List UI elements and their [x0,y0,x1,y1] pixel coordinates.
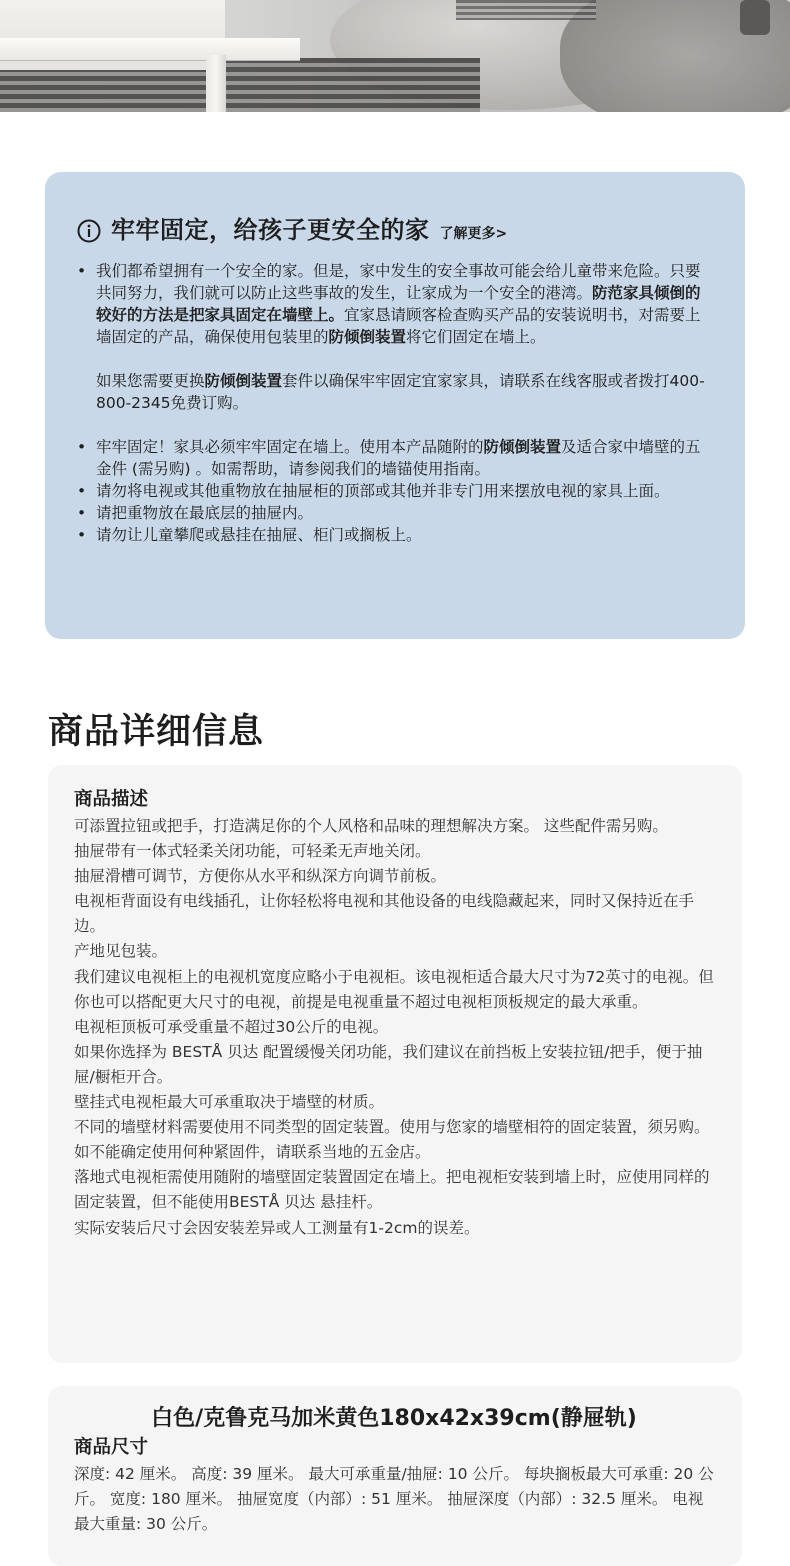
safety-bold-text: 防倾倒装置 [328,328,407,346]
description-line: 抽屉带有一体式轻柔关闭功能，可轻柔无声地关闭。 [74,842,431,861]
info-icon [77,219,101,243]
description-line: 不同的墙壁材料需要使用不同类型的固定装置。使用与您家的墙壁相符的固定装置，须另购。 [74,1118,710,1137]
description-line: 电视柜背面设有电线插孔，让你轻松将电视和其他设备的电线隐藏起来，同时又保持近在手边。 [74,892,695,936]
measurement-note: 实际安装后尺寸会因安装差异或人工测量有1-2cm的误差。 [74,1218,480,1237]
photo-slats [456,0,596,20]
learn-more-link[interactable]: 了解更多> [439,226,508,242]
safety-text: 宜家恳请顾客检查购买产品的安装说明书，对需要上墙固定的产品，确保使用包装里的 [96,306,701,346]
safety-header [77,210,713,250]
photo-object [740,0,770,35]
safety-bold-text: 防范家具倾倒的较好的方法是把家具固定在墙壁上。 [96,284,701,324]
product-description-card [48,765,742,1363]
photo-cabinet-top [0,38,300,61]
description-line: 可添置拉钮或把手，打造满足你的个人风格和品味的理想解决方案。 这些配件需另购。 [74,817,668,835]
safety-list-item [77,524,713,546]
description-line: 壁挂式电视柜最大可承重取决于墙壁的材质。 [74,1093,385,1112]
safety-bold-text: 防倾倒装置 [204,372,283,390]
bullet: • [77,438,87,456]
safety-bold-text: 防倾倒装置 [483,438,562,456]
safety-paragraph: 请勿让儿童攀爬或悬挂在抽屉、柜门或搁板上。 [96,526,422,544]
product-size-card [48,1386,742,1566]
description-line: 我们建议电视柜上的电视机宽度应略小于电视柜。该电视柜适合最大尺寸为72英寸的电视。但你也可以搭配更大尺寸的电视，前提是电视重量不超过电视柜顶板规定的最大承重。 [74,967,714,1011]
description-line: 电视柜顶板可承受重量不超过30公斤的电视。 [74,1017,389,1036]
safety-paragraph [96,436,713,480]
description-title: 商品描述 [74,789,149,810]
description-line: 如果你选择为 BESTÅ 贝达 配置缓慢关闭功能，我们建议在前挡板上安装拉钮/把手，便于抽屉/橱柜开合。 [74,1042,703,1086]
size-title: 商品尺寸 [74,1437,149,1458]
description-line: 产地见包装。 [74,942,168,961]
photo-cabinet-leg [206,55,226,112]
description-body [74,814,714,1241]
description-line: 抽屉滑槽可调节，方便你从水平和纵深方向调节前板。 [74,867,447,886]
size-text: 深度: 42 厘米。 高度: 39 厘米。 最大可承重量/抽屉: 10 公斤。 每块搁板最大可承重: 20 公斤。 宽度: 180 厘米。 抽屉宽度（内部）: 51 厘米。 抽屉深度（内部）: 32.5 厘米。 电视最大重量: 30 公斤。 [74,1465,714,1534]
bullet: • [77,262,87,280]
safety-paragraph: 请勿将电视或其他重物放在抽屉柜的顶部或其他并非专门用来摆放电视的家具上面。 [96,482,670,500]
safety-list [77,260,713,546]
safety-notice-box [45,172,745,639]
product-details-heading: 商品详细信息 [48,712,265,752]
safety-paragraph: 请把重物放在最底层的抽屉内。 [96,504,314,522]
safety-list-item [77,260,713,414]
bullet: • [77,526,87,544]
bullet: • [77,504,87,522]
description-line: 落地式电视柜需使用随附的墙壁固定装置固定在墙上。把电视柜安装到墙上时，应使用同样的固定装置，但不能使用BESTÅ 贝达 悬挂杆。 [74,1168,710,1212]
safety-text: 将它们固定在墙上。 [406,328,546,346]
safety-list-item [77,502,713,524]
safety-text: 如果您需要更换 [96,372,205,390]
description-line: 如不能确定使用何种紧固件，请联系当地的五金店。 [74,1143,431,1162]
safety-list-item [77,436,713,480]
variant-name: 白色/克鲁克马加米黄色180x42x39cm(静屉轨) [151,1406,637,1431]
safety-text: 我们都希望拥有一个安全的家。但是，家中发生的安全事故可能会给儿童带来危险。只要共同努力，我们就可以防止这些事故的发生，让家成为一个安全的港湾。 [96,262,701,302]
hero-product-photo [0,0,790,112]
safety-text: 牢牢固定！家具必须牢牢固定在墙上。使用本产品随附的 [96,438,484,456]
bullet: • [77,482,87,500]
safety-text: 及适合家中墙壁的五金件 (需另购) 。如需帮助，请参阅我们的墙锚使用指南。 [96,438,701,478]
safety-text: 套件以确保牢牢固定宜家家具，请联系在线客服或者拨打400-800-2345免费订购。 [96,372,705,412]
safety-paragraph [96,370,713,414]
safety-title: 牢牢固定，给孩子更安全的家 [111,216,430,244]
safety-list-item [77,480,713,502]
safety-paragraph [96,260,713,348]
